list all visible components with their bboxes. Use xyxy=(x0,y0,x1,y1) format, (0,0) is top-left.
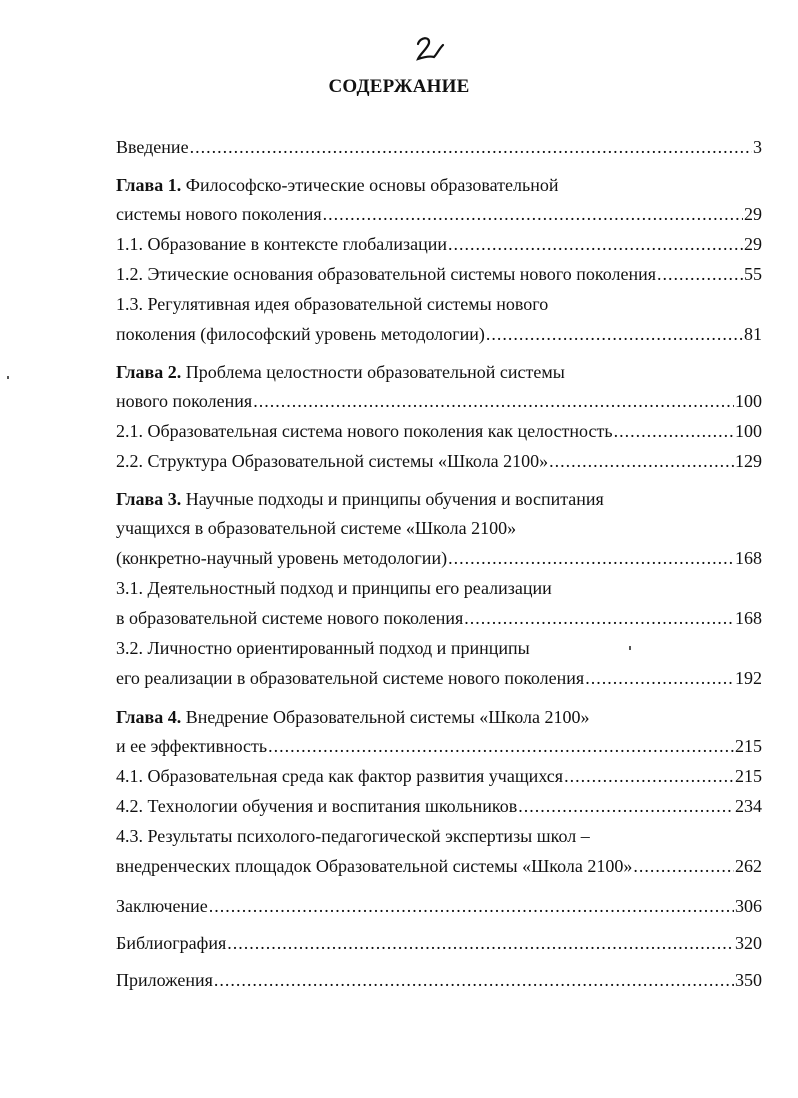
leader-dots xyxy=(614,418,734,444)
chapter-title-line: Философско-этические основы образовательной xyxy=(185,175,559,195)
toc-entry-text: 1.1. Образование в контексте глобализации xyxy=(116,234,447,254)
scan-speck xyxy=(629,646,631,650)
toc-entry-text: нового поколения xyxy=(116,391,253,411)
toc-entry-appendices[interactable] xyxy=(116,967,762,993)
toc-chapter-4[interactable] xyxy=(116,733,762,759)
leader-dots xyxy=(323,201,743,227)
leader-dots xyxy=(585,665,734,691)
chapter-label: Глава 3. xyxy=(116,489,182,509)
leader-dots xyxy=(209,893,734,919)
toc-entry-intro[interactable] xyxy=(116,134,762,160)
toc-chapter-2[interactable] xyxy=(116,388,762,414)
toc-entry-text: 3.2. Личностно ориентированный подход и принципы xyxy=(116,638,530,658)
toc-page-number: 215 xyxy=(735,766,762,786)
toc-section-4-1[interactable] xyxy=(116,763,762,789)
toc-entry-text: внедренческих площадок Образовательной системы «Школа 2100» xyxy=(116,856,633,876)
toc-page-number: 192 xyxy=(735,668,762,688)
toc-chapter-2-heading[interactable] xyxy=(116,359,762,385)
toc-page-number: 350 xyxy=(735,970,762,990)
toc-section-3-1-heading[interactable] xyxy=(116,575,762,601)
toc-section-3-1[interactable] xyxy=(116,605,762,631)
toc-entry-text: Библиография xyxy=(116,933,227,953)
chapter-title-line: учащихся в образовательной системе «Школа 2100» xyxy=(116,518,517,538)
toc-entry-text: системы нового поколения xyxy=(116,204,322,224)
toc-entry-text: Приложения xyxy=(116,970,213,990)
toc-entry-text: в образовательной системе нового поколения xyxy=(116,608,464,628)
chapter-title-line: Внедрение Образовательной системы «Школа 2100» xyxy=(185,707,590,727)
leader-dots xyxy=(448,545,734,571)
chapter-title-line: Научные подходы и принципы обучения и воспитания xyxy=(185,489,604,509)
leader-dots xyxy=(268,733,734,759)
toc-entry-text: 4.3. Результаты психолого-педагогической экспертизы школ – xyxy=(116,826,590,846)
toc-section-1-2[interactable] xyxy=(116,261,762,287)
leader-dots xyxy=(464,605,734,631)
toc-page-number: 215 xyxy=(735,736,762,756)
toc-entry-text: и ее эффективность xyxy=(116,736,268,756)
toc-section-1-1[interactable] xyxy=(116,231,762,257)
toc-section-2-2[interactable] xyxy=(116,448,762,474)
toc-section-4-3-heading[interactable] xyxy=(116,823,762,849)
toc-page-number: 29 xyxy=(744,234,762,254)
chapter-label: Глава 1. xyxy=(116,175,182,195)
toc-page-number: 100 xyxy=(735,391,762,411)
leader-dots xyxy=(657,261,743,287)
leader-dots xyxy=(518,793,734,819)
toc-entry-text: 1.3. Регулятивная идея образовательной системы нового xyxy=(116,294,549,314)
toc-section-4-2[interactable] xyxy=(116,793,762,819)
leader-dots xyxy=(549,448,734,474)
toc-section-1-3-heading[interactable] xyxy=(116,291,762,317)
chapter-label: Глава 4. xyxy=(116,707,182,727)
leader-dots xyxy=(227,930,734,956)
toc-page-number: 55 xyxy=(744,264,762,284)
toc-page-number: 320 xyxy=(735,933,762,953)
toc-section-4-3[interactable] xyxy=(116,853,762,879)
toc-chapter-3-heading[interactable] xyxy=(116,486,762,512)
leader-dots xyxy=(448,231,743,257)
toc-entry-bibliography[interactable] xyxy=(116,930,762,956)
toc-chapter-1[interactable] xyxy=(116,201,762,227)
toc-section-3-2[interactable] xyxy=(116,665,762,691)
toc-entry-text: 2.1. Образовательная система нового поколения как целостность xyxy=(116,421,613,441)
scan-speck xyxy=(7,376,9,379)
leader-dots xyxy=(190,134,752,160)
toc-entry-conclusion[interactable] xyxy=(116,893,762,919)
toc-chapter-1-heading[interactable] xyxy=(116,172,762,198)
toc-section-3-2-heading[interactable] xyxy=(116,635,762,661)
toc-page-number: 100 xyxy=(735,421,762,441)
toc-page-number: 262 xyxy=(735,856,762,876)
leader-dots xyxy=(564,763,734,789)
toc-entry-text: 3.1. Деятельностный подход и принципы его реализации xyxy=(116,578,552,598)
toc-page-number: 129 xyxy=(735,451,762,471)
toc-page-number: 3 xyxy=(753,137,762,157)
toc-page-number: 168 xyxy=(735,548,762,568)
toc-chapter-3[interactable] xyxy=(116,545,762,571)
toc-section-1-3[interactable] xyxy=(116,321,762,347)
toc-entry-text: 2.2. Структура Образовательной системы «Школа 2100» xyxy=(116,451,549,471)
chapter-title-line: Проблема целостности образовательной системы xyxy=(185,362,565,382)
toc-page-number: 29 xyxy=(744,204,762,224)
leader-dots xyxy=(633,853,734,879)
toc-page-number: 234 xyxy=(735,796,762,816)
toc-page-number: 168 xyxy=(735,608,762,628)
page-title: СОДЕРЖАНИЕ xyxy=(328,76,470,97)
toc-entry-text: 1.2. Этические основания образовательной системы нового поколения xyxy=(116,264,656,284)
toc-entry-text: (конкретно-научный уровень методологии) xyxy=(116,548,448,568)
toc-page-number: 306 xyxy=(735,896,762,916)
toc-section-2-1[interactable] xyxy=(116,418,762,444)
toc-chapter-4-heading[interactable] xyxy=(116,704,762,730)
toc-entry-text: 4.2. Технологии обучения и воспитания школьников xyxy=(116,796,518,816)
toc-entry-text: Заключение xyxy=(116,896,208,916)
leader-dots xyxy=(486,321,743,347)
chapter-label: Глава 2. xyxy=(116,362,182,382)
toc-entry-text: поколения (философский уровень методологии) xyxy=(116,324,485,344)
toc-chapter-3-line2[interactable] xyxy=(116,515,762,541)
toc-page-number: 81 xyxy=(744,324,762,344)
leader-dots xyxy=(214,967,734,993)
toc-entry-text: Введение xyxy=(116,137,189,157)
toc-entry-text: 4.1. Образовательная среда как фактор развития учащихся xyxy=(116,766,564,786)
leader-dots xyxy=(253,388,734,414)
toc-entry-text: его реализации в образовательной системе нового поколения xyxy=(116,668,585,688)
